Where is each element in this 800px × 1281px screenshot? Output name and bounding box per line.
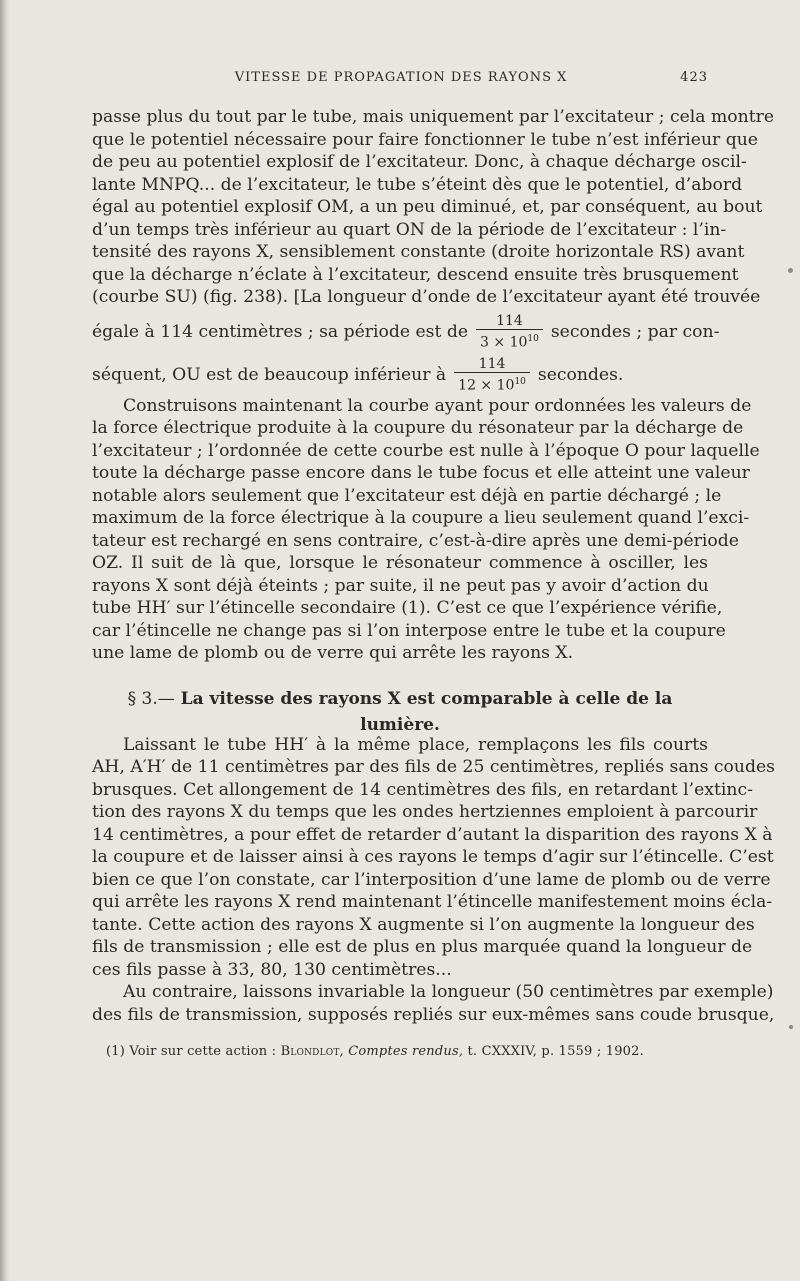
fraction-ou <box>454 356 530 394</box>
running-header <box>92 70 708 92</box>
text-line: (courbe SU) (fig. 238). [La longueur d’onde de l’excitateur ayant été trouvée <box>92 287 761 307</box>
footnote-journal: Comptes rendus, <box>348 1044 464 1059</box>
exponent: 10 <box>527 333 539 344</box>
footnote-author: Blondlot, <box>280 1044 344 1059</box>
text-line: passe plus du tout par le tube, mais uniquement par l’excitateur ; cela montre <box>92 107 774 127</box>
paper-spot <box>789 1025 793 1029</box>
text-line: toute la décharge passe encore dans le tube focus et elle atteint une valeur <box>92 463 750 483</box>
footnote-marker: (1) <box>106 1044 126 1059</box>
text-line: des fils de transmission, supposés repliés sur eux-mêmes sans coude brusque, <box>92 1004 775 1025</box>
text-line: car l’étincelle ne change pas si l’on interpose entre le tube et la coupure <box>92 620 726 641</box>
text-line: une lame de plomb ou de verre qui arrête les rayons X. <box>92 643 574 663</box>
fraction-numerator: 114 <box>478 355 506 372</box>
footnote-text: Voir sur cette action : <box>129 1044 277 1059</box>
text-line: tateur est rechargé en sens contraire, c’est-à-dire après une demi-période <box>92 530 739 551</box>
footnote-reference: t. CXXXIV, p. 1559 ; 1902. <box>467 1044 644 1059</box>
formula-line-period <box>92 309 720 355</box>
page-binding-edge <box>0 0 10 1281</box>
section-title: La vitesse des rayons X est comparable à celle de la lumière. <box>180 688 673 735</box>
paragraph-contraire <box>92 981 775 1026</box>
text-line: tante. Cette action des rayons X augmente si l’on augmente la longueur des <box>92 914 755 935</box>
paragraph-tube <box>92 734 775 982</box>
text-line: Construisons maintenant la courbe ayant pour ordonnées les valeurs de <box>123 395 752 416</box>
formula-lead-text: égale à 114 centimètres ; sa période est de <box>92 321 469 342</box>
fraction-denominator: $3 \times 10^{10}$ <box>476 329 543 351</box>
formula-line-ou <box>92 355 708 395</box>
running-title: VITESSE DE PROPAGATION DES RAYONS X <box>234 70 568 85</box>
fraction-numerator: 114 <box>496 312 523 329</box>
text-line: tion des rayons X du temps que les ondes hertziennes emploient à parcourir <box>92 802 758 822</box>
text-line: l’excitateur ; l’ordonnée de cette courbe est nulle à l’époque O pour laquelle <box>92 440 760 461</box>
text-line: la coupure et de laisser ainsi à ces rayons le temps d’agir sur l’étincelle. C’est <box>92 847 774 867</box>
paragraph-continuation <box>92 106 774 309</box>
text-line: bien ce que l’on constate, car l’interposition d’une lame de plomb ou de verre <box>92 869 771 890</box>
text-line: maximum de la force électrique à la coupure a lieu seulement quand l’exci- <box>92 508 750 528</box>
section-number: § 3.— <box>127 688 175 709</box>
page-number: 423 <box>680 70 708 85</box>
section-heading <box>92 686 708 735</box>
text-line: fils de transmission ; elle est de plus en plus marquée quand la longueur de <box>92 937 753 957</box>
book-page <box>92 70 775 1059</box>
text-line: ces fils passe à 33, 80, 130 centimètres... <box>92 959 452 980</box>
text-line: Laissant le tube HH′ à la même place, remplaçons les fils courts <box>123 734 708 755</box>
footnote <box>92 1044 708 1059</box>
text-line: tensité des rayons X, sensiblement constante (droite horizontale RS) avant <box>92 242 745 262</box>
text-line: lante MNPQ... de l’excitateur, le tube s’éteint dès que le potentiel, d’abord <box>92 174 743 195</box>
exponent: 10 <box>514 376 526 387</box>
text-line: d’un temps très inférieur au quart ON de la période de l’excitateur : l’in- <box>92 219 727 240</box>
text-line: Au contraire, laissons invariable la longueur (50 centimètres par exemple) <box>123 982 774 1002</box>
text-line: OZ. Il suit de là que, lorsque le résonateur commence à osciller, les <box>92 553 708 573</box>
page-body <box>92 106 775 1059</box>
text-line: la force électrique produite à la coupure du résonateur par la décharge de <box>92 418 744 438</box>
fraction-period <box>476 313 543 351</box>
fraction-denominator: $12 \times 10^{10}$ <box>454 372 530 394</box>
text-line: de peu au potentiel explosif de l’excitateur. Donc, à chaque décharge oscil- <box>92 152 747 172</box>
paper-spot <box>788 268 793 273</box>
formula-lead-text: séquent, OU est de beaucoup inférieur à <box>92 364 447 385</box>
text-line: que le potentiel nécessaire pour faire fonctionner le tube n’est inférieur que <box>92 129 758 150</box>
text-line: brusques. Cet allongement de 14 centimètres des fils, en retardant l’extinc- <box>92 779 753 800</box>
text-line: rayons X sont déjà éteints ; par suite, il ne peut pas y avoir d’action du <box>92 575 709 596</box>
text-line: AH, A′H′ de 11 centimètres par des fils de 25 centimètres, repliés sans coudes <box>92 757 775 777</box>
text-line: égal au potentiel explosif OM, a un peu diminué, et, par conséquent, au bout <box>92 197 763 217</box>
formula-trail-text: secondes. <box>537 364 624 385</box>
text-line: que la décharge n’éclate à l’excitateur, descend ensuite très brusquement <box>92 264 739 285</box>
text-line: 14 centimètres, a pour effet de retarder d’autant la disparition des rayons X à <box>92 824 773 845</box>
formula-trail-text: secondes ; par con- <box>550 321 720 342</box>
text-line: notable alors seulement que l’excitateur est déjà en partie déchargé ; le <box>92 485 722 506</box>
text-line: tube HH′ sur l’étincelle secondaire (1). C’est ce que l’expérience vérifie, <box>92 598 723 618</box>
text-line: qui arrête les rayons X rend maintenant l’étincelle manifestement moins écla- <box>92 892 773 912</box>
paragraph-courbe <box>92 395 760 665</box>
